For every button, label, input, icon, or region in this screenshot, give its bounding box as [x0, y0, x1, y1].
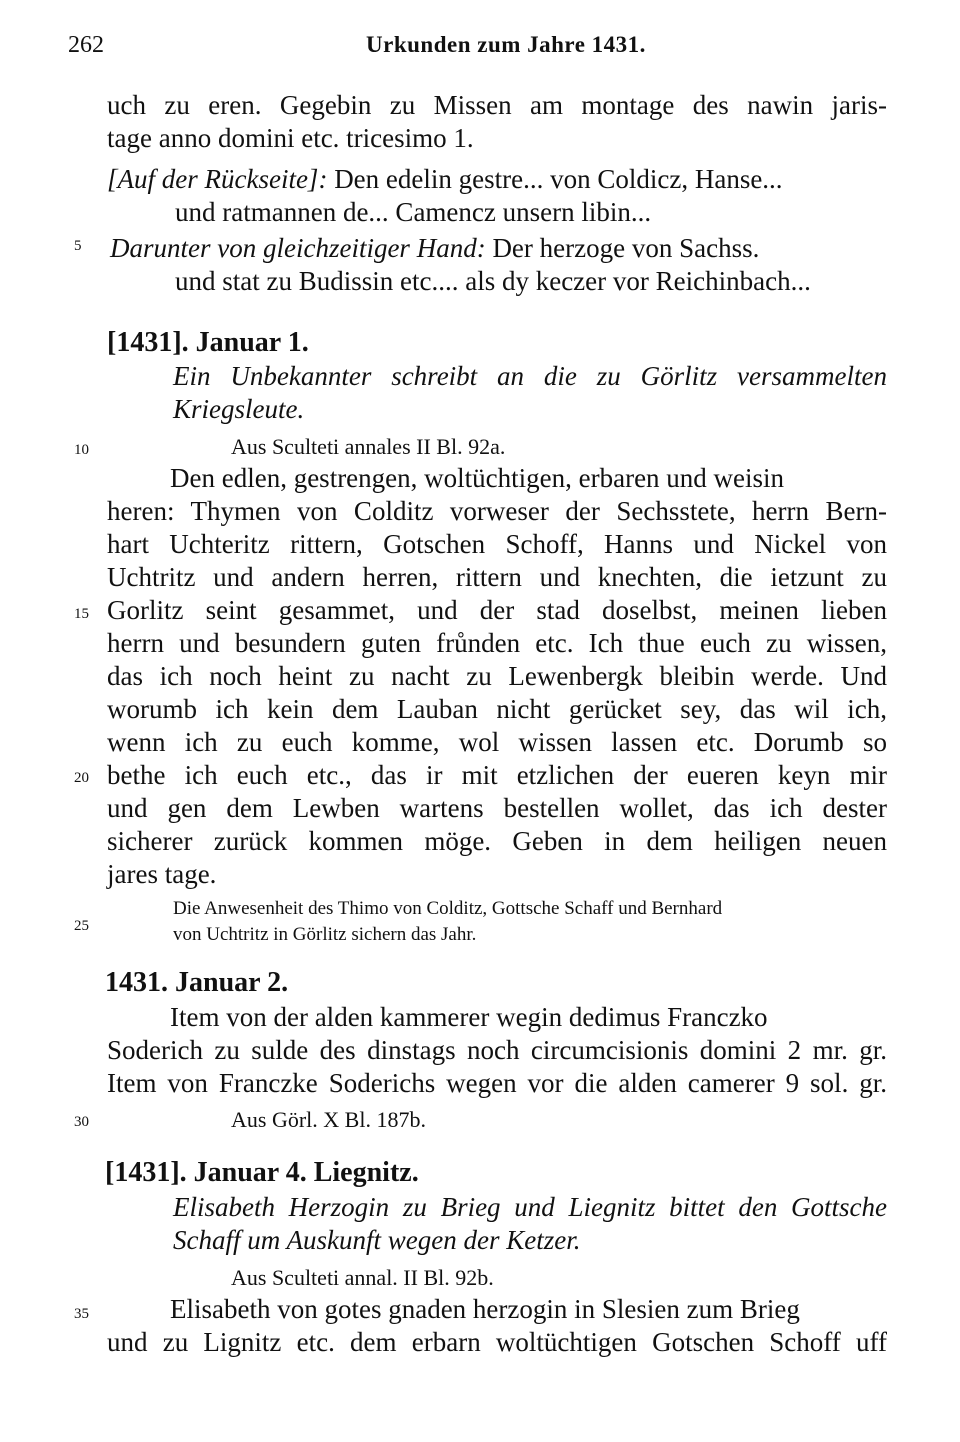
- text-line: Soderich zu sulde des dinstags noch circumcisionis domini 2 mr. gr.: [107, 1035, 887, 1065]
- text-line: herrn und besundern guten frůnden etc. Ich thue euch zu wissen,: [107, 628, 887, 658]
- editorial-note: von Uchtritz in Görlitz sichern das Jahr.: [173, 924, 477, 945]
- text-line: [107, 163, 887, 196]
- document-summary: Schaff um Auskunft wegen der Ketzer.: [173, 1225, 581, 1255]
- text-line: tage anno domini etc. tricesimo 1.: [107, 123, 474, 153]
- editorial-note: Die Anwesenheit des Thimo von Colditz, Gottsche Schaff und Bernhard: [173, 898, 723, 919]
- text-line: jares tage.: [107, 859, 217, 889]
- text-line: Item von der alden kammerer wegin dedimus Franczko: [170, 1002, 768, 1032]
- text-line: Uchtritz und andern herren, rittern und knechten, die ietzunt zu: [107, 562, 887, 592]
- text-line: und stat zu Budissin etc.... als dy keczer vor Reichinbach...: [175, 266, 811, 296]
- document-summary: Kriegsleute.: [173, 394, 305, 424]
- text-fragment: Der herzoge von Sachss.: [485, 233, 760, 263]
- source-reference: Aus Sculteti annales II Bl. 92a.: [231, 434, 506, 459]
- text-line: heren: Thymen von Colditz vorweser der Sechsstete, herrn Bern-: [107, 496, 887, 526]
- text-line: [110, 232, 759, 265]
- text-line: wenn ich zu euch komme, wol wissen lassen etc. Dorumb so: [107, 727, 887, 757]
- source-reference: Aus Görl. X Bl. 187b.: [231, 1107, 426, 1132]
- line-number: 5: [74, 238, 82, 254]
- document-heading: [1431]. Januar 1.: [107, 327, 309, 358]
- text-line: worumb ich kein dem Lauban nicht gerücket sey, das wil ich,: [107, 694, 887, 724]
- text-line: sicherer zurück kommen möge. Geben in dem heiligen neuen: [107, 826, 887, 856]
- page-number: 262: [68, 32, 104, 58]
- document-heading: 1431. Januar 2.: [105, 967, 289, 998]
- running-title: Urkunden zum Jahre 1431.: [366, 32, 646, 57]
- text-line: Den edlen, gestrengen, woltüchtigen, erbaren und weisin: [170, 463, 785, 493]
- text-line: hart Uchteritz rittern, Gotschen Schoff, Hanns und Nickel von: [107, 529, 887, 559]
- line-number: 20: [74, 770, 89, 786]
- line-number: 25: [74, 918, 89, 934]
- document-summary: Elisabeth Herzogin zu Brieg und Liegnitz bittet den Gottsche: [173, 1192, 887, 1222]
- line-number: 15: [74, 606, 89, 622]
- text-fragment: Den edelin gestre... von Coldicz, Hanse...: [327, 164, 783, 194]
- text-line: und ratmannen de... Camencz unsern libin...: [175, 197, 652, 227]
- text-line: und zu Lignitz etc. dem erbarn woltüchtigen Gotschen Schoff uff: [107, 1327, 887, 1357]
- document-heading: [1431]. Januar 4. Liegnitz.: [105, 1157, 419, 1188]
- text-line: Item von Franczke Soderichs wegen vor die alden camerer 9 sol. gr.: [107, 1068, 887, 1098]
- line-number: 10: [74, 442, 89, 458]
- line-number: 35: [74, 1306, 89, 1322]
- text-line: und gen dem Lewben wartens bestellen wollet, das ich dester: [107, 793, 887, 823]
- source-reference: Aus Sculteti annal. II Bl. 92b.: [231, 1265, 494, 1290]
- text-line: uch zu eren. Gegebin zu Missen am montage des nawin jaris-: [107, 90, 887, 120]
- editorial-label: Darunter von gleichzeitiger Hand:: [110, 233, 486, 263]
- text-line: Gorlitz seint gesammet, und der stad doselbst, meinen lieben: [107, 595, 887, 625]
- document-summary: Ein Unbekannter schreibt an die zu Görlitz versammelten: [173, 361, 887, 391]
- text-line: bethe ich euch etc., das ir mit etzlichen der eueren keyn mir: [107, 760, 887, 790]
- text-line: das ich noch heint zu nacht zu Lewenbergk bleibin werde. Und: [107, 661, 887, 691]
- line-number: 30: [74, 1114, 89, 1130]
- editorial-label: [Auf der Rückseite]:: [107, 164, 328, 194]
- text-line: Elisabeth von gotes gnaden herzogin in Slesien zum Brieg: [170, 1294, 800, 1324]
